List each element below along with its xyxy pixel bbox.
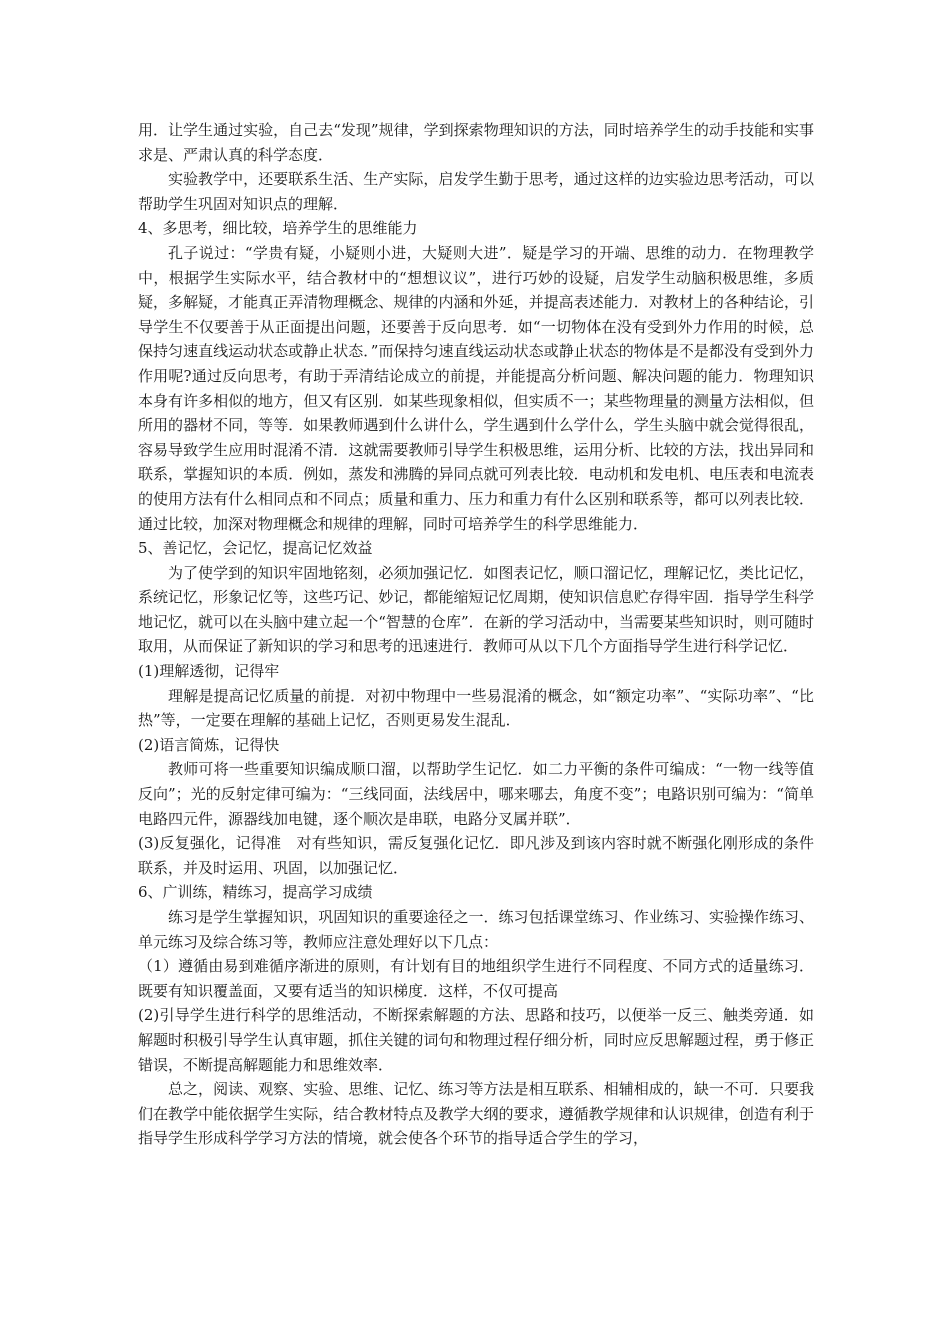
section-heading-6: 6、广训练，精练习，提高学习成绩	[138, 883, 373, 902]
paragraph-practice-point-2: (2)引导学生进行科学的思维活动，不断探索解题的方法、思路和技巧，以便举一反三、触类旁通．如解题时积极引导学生认真审题，抓住关键的词句和物理过程仔细分析，同时应反思解题过程，勇于修正错误，不断提高解题能力和思维效率．	[138, 1006, 814, 1074]
paragraph-understanding: 理解是提高记忆质量的前提．对初中物理中一些易混淆的概念，如“额定功率”、“实际功率”、“比热”等，一定要在理解的基础上记忆，否则更易发生混乱．	[138, 686, 814, 730]
subheading-understanding: (1)理解透彻，记得牢	[138, 662, 280, 681]
paragraph-summary: 总之，阅读、观察、实验、思维、记忆、练习等方法是相互联系、相辅相成的，缺一不可．只要我们在教学中能依据学生实际，结合教材特点及教学大纲的要求，遵循教学规律和认识规律，创造有利于指导学生形成科学学习方法的情境，就会使各个环节的指导适合学生的学习，	[138, 1080, 814, 1148]
paragraph-memory: 为了使学到的知识牢固地铭刻，必须加强记忆．如图表记忆，顺口溜记忆，理解记忆，类比记忆，系统记忆，形象记忆等，这些巧记、妙记，都能缩短记忆周期，使知识信息贮存得牢固．指导学生科学地记忆，就可以在头脑中建立起一个“智慧的仓库”．在新的学习活动中，当需要某些知识时，则可随时取用，从而保证了新知识的学习和思考的迅速进行．教师可从以下几个方面指导学生进行科学记忆．	[138, 563, 814, 656]
section-heading-4: 4、多思考，细比较，培养学生的思维能力	[138, 219, 418, 238]
subheading-concise-language: (2)语言简炼，记得快	[138, 735, 280, 754]
paragraph-thinking-ability: 孔子说过：“学贵有疑，小疑则小进，大疑则大进”．疑是学习的开端、思维的动力．在物理教学中，根据学生实际水平，结合教材中的“想想议议”，进行巧妙的设疑，启发学生动脑积极思维，多质疑，多解疑，才能真正弄清物理概念、规律的内涵和外延，并提高表述能力．对教材上的各种结论，引导学生不仅要善于从正面提出问题，还要善于反向思考．如“一切物体在没有受到外力作用的时候，总保持匀速直线运动状态或静止状态．”而保持匀速直线运动状态或静止状态的物体是不是都没有受到外力作用呢?通过反向思考，有助于弄清结论成立的前提，并能提高分析问题、解决问题的能力．物理知识本身有许多相似的地方，但又有区别．如某些现象相似，但实质不一；某些物理量的测量方法相似，但所用的器材不同，等等．如果教师遇到什么讲什么，学生遇到什么学什么，学生头脑中就会觉得很乱，容易导致学生应用时混淆不清．这就需要教师引导学生积极思维，运用分析、比较的方法，找出异同和联系，掌握知识的本质．例如，蒸发和沸腾的异同点就可列表比较．电动机和发电机、电压表和电流表的使用方法有什么相同点和不同点；质量和重力、压力和重力有什么区别和联系等，都可以列表比较．通过比较，加深对物理概念和规律的理解，同时可培养学生的科学思维能力．	[138, 243, 814, 533]
paragraph-concise-language: 教师可将一些重要知识编成顺口溜，以帮助学生记忆．如二力平衡的条件可编成：“一物一线等值反向”；光的反射定律可编为：“三线同面，法线居中，哪来哪去，角度不变”；电路识别可编为：“简单电路四元件，源器线加电键，逐个顺次是串联，电路分叉属并联”．	[138, 760, 814, 828]
paragraph-continuation: 用．让学生通过实验，自己去“发现”规律，学到探索物理知识的方法，同时培养学生的动手技能和实事求是、严肃认真的科学态度．	[138, 121, 814, 164]
paragraph-experiment-teaching: 实验教学中，还要联系生活、生产实际，启发学生勤于思考，通过这样的边实验边思考活动，可以帮助学生巩固对知识点的理解．	[138, 170, 814, 213]
document-body	[138, 118, 814, 1151]
section-heading-5: 5、善记忆，会记忆，提高记忆效益	[138, 539, 373, 558]
paragraph-practice-point-1: （1）遵循由易到难循序渐进的原则，有计划有目的地组织学生进行不同程度、不同方式的适量练习．既要有知识覆盖面，又要有适当的知识梯度．这样，不仅可提高	[138, 957, 814, 1000]
paragraph-reinforcement: (3)反复强化，记得准 对有些知识，需反复强化记忆．即凡涉及到该内容时就不断强化刚形成的条件联系，并及时运用、巩固，以加强记忆．	[138, 834, 814, 877]
paragraph-practice: 练习是学生掌握知识，巩固知识的重要途径之一．练习包括课堂练习、作业练习、实验操作练习、单元练习及综合练习等，教师应注意处理好以下几点：	[138, 908, 814, 951]
